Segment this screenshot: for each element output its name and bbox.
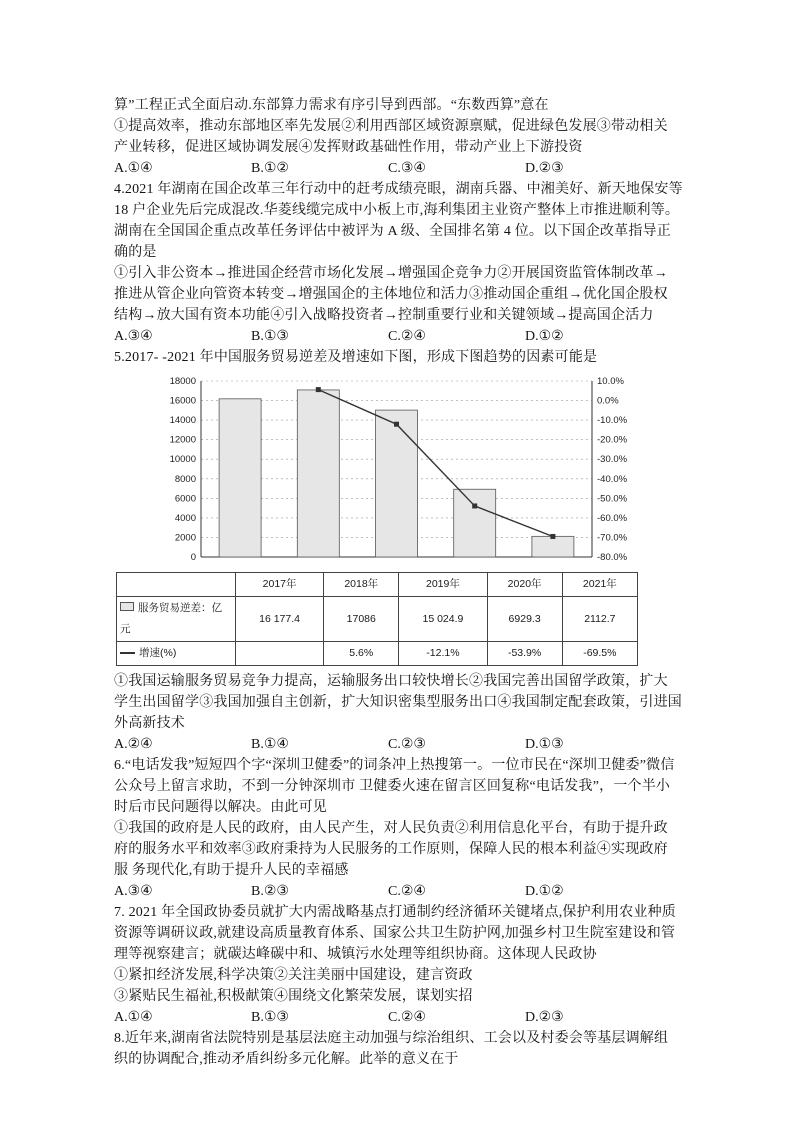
combo-chart-svg [116, 373, 638, 569]
table-year-header: 2017年 [236, 573, 324, 597]
text-line: ①引入非公资本→推进国企经营市场化发展→增强国企竞争力②开展国资监管体制改革→ [114, 266, 668, 281]
answer-option: A.①④ [114, 161, 153, 176]
text-line: 5.2017- -2021 年中国服务贸易逆差及增速如下图，形成下图趋势的因素可能是 [114, 350, 598, 365]
text-line: ①我国运输服务贸易竞争力提高，运输服务出口较快增长②我国完善出国留学政策，扩大 [114, 674, 668, 689]
left-axis-tick: 0 [190, 552, 196, 563]
text-line: 18 户企业先后完成混改.华菱线缆完成中小板上市,海利集团主业资产整体上市推进顺利等。 [114, 203, 680, 218]
text-line: 时后市民问题得以解决。由此可见 [114, 800, 327, 815]
text-line: 织的协调配合,推动矛盾纠纷多元化解。此举的意义在于 [114, 1052, 459, 1067]
right-axis-tick: 0.0% [597, 395, 619, 407]
text-line: 推进从管企业向管资本转变→增强国企的主体地位和活力③推动国企重组→优化国企股权 [114, 287, 668, 302]
deficit-bar [376, 410, 418, 557]
right-axis-tick: -30.0% [597, 454, 628, 466]
answer-option: C.②④ [388, 329, 426, 344]
text-line: 4.2021 年湖南在国企改革三年行动中的赶考成绩亮眼，湖南兵器、中湘美好、新天地保安等 [114, 182, 683, 197]
right-axis-tick: -70.0% [597, 532, 628, 544]
text-line: 算”工程正式全面启动.东部算力需求有序引导到西部。“东数西算”意在 [114, 98, 549, 113]
text-line: 学生出国留学③我国加强自主创新，扩大知识密集型服务出口④我国制定配套政策，引进国 [114, 695, 682, 710]
text-line: ①我国的政府是人民的政府，由人民产生，对人民负责②利用信息化平台，有助于提升政 [114, 821, 668, 836]
text-line: 产业转移，促进区域协调发展④发挥财政基础性作用，带动产业上下游投资 [114, 140, 583, 155]
text-line: 资源等调研议政,就建设高质量教育体系、国家公共卫生防护网,加强乡村卫生院室建设和管 [114, 926, 676, 941]
answer-options-row [114, 881, 694, 902]
answer-options-row [114, 1007, 694, 1028]
table-value-cell: -69.5% [562, 642, 637, 666]
text-line: 服 务现代化,有助于提升人民的幸福感 [114, 863, 349, 878]
table-legend-cell: 增速(%) [117, 642, 236, 666]
answer-option: D.①② [525, 884, 564, 899]
table-value-cell: 5.6% [324, 642, 399, 666]
deficit-bar [219, 399, 261, 557]
left-axis-tick: 18000 [169, 376, 196, 387]
left-axis-tick: 10000 [169, 454, 196, 466]
table-value-cell: 15 024.9 [399, 597, 487, 642]
right-axis-tick: -10.0% [597, 415, 628, 427]
answer-option: B.①② [251, 161, 289, 176]
growth-line-marker [550, 534, 555, 539]
answer-option: B.①③ [251, 1010, 289, 1025]
answer-options-row [114, 734, 694, 755]
trade-deficit-chart-figure [116, 373, 638, 666]
growth-line-marker [394, 422, 399, 427]
text-line: 结构→放大国有资本功能④引入战略投资者→控制重要行业和关键领域→提高国企活力 [114, 308, 654, 323]
answer-option: B.①③ [251, 329, 289, 344]
answer-options-row [114, 158, 694, 179]
right-axis-tick: 10.0% [597, 376, 624, 387]
table-value-cell: 17086 [324, 597, 399, 642]
deficit-bar [532, 536, 574, 557]
text-line: ③紧贴民生福祉,积极献策④围绕文化繁荣发展，谋划实招 [114, 989, 473, 1004]
answer-option: A.②④ [114, 737, 153, 752]
answer-option: B.②③ [251, 884, 289, 899]
left-axis-tick: 12000 [169, 434, 196, 446]
text-line: 理等视察建言；就碳达峰碳中和、城镇污水处理等组织协商。这体现人民政协 [114, 947, 597, 962]
growth-line-marker [316, 387, 321, 392]
answer-option: C.②④ [388, 1010, 426, 1025]
table-value-cell: 6929.3 [487, 597, 562, 642]
answer-option: D.①② [525, 329, 564, 344]
table-year-header: 2021年 [562, 573, 637, 597]
text-line: 湖南在全国国企重点改革任务评估中被评为 A 级、全国排名第 4 位。以下国企改革指导正 [114, 224, 671, 239]
answer-option: C.②③ [388, 737, 426, 752]
text-line: 外高新技术 [114, 716, 185, 731]
table-value-cell [236, 642, 324, 666]
right-axis-tick: -80.0% [597, 552, 628, 563]
bar-legend-icon [120, 602, 134, 611]
table-value-cell: 2112.7 [562, 597, 637, 642]
answer-option: D.①③ [525, 737, 564, 752]
answer-option: A.③④ [114, 884, 153, 899]
answer-option: A.①④ [114, 1010, 153, 1025]
right-axis-tick: -60.0% [597, 512, 628, 524]
table-value-cell: 16 177.4 [236, 597, 324, 642]
text-line: 确的是 [114, 245, 157, 260]
line-legend-icon [120, 652, 135, 654]
right-axis-tick: -40.0% [597, 473, 628, 485]
text-line: 府的服务水平和效率③政府秉持为人民服务的工作原则，保障人民的根本利益④实现政府 [114, 842, 668, 857]
text-line: 6.“电话发我”短短四个字“深圳卫健委”的词条冲上热搜第一。一位市民在“深圳卫健委”微信 [114, 758, 675, 773]
table-year-header: 2019年 [399, 573, 487, 597]
table-year-header: 2020年 [487, 573, 562, 597]
left-axis-tick: 16000 [169, 395, 196, 407]
table-corner-cell [117, 573, 236, 597]
text-line: 公众号上留言求助，不到一分钟深圳市 卫健委火速在留言区回复称“电话发我”，一个半小 [114, 779, 671, 794]
growth-line-marker [472, 503, 477, 508]
deficit-bar [454, 489, 496, 557]
text-line: 8.近年来,湖南省法院特别是基层法庭主动加强与综治组织、工会以及村委会等基层调解组 [114, 1031, 669, 1046]
table-value-cell: -12.1% [399, 642, 487, 666]
chart-data-table [116, 572, 638, 666]
table-value-cell: -53.9% [487, 642, 562, 666]
answer-options-row [114, 326, 694, 347]
left-axis-tick: 4000 [174, 512, 196, 524]
answer-option: C.②④ [388, 884, 426, 899]
answer-option: A.③④ [114, 329, 153, 344]
text-line: ①提高效率，推动东部地区率先发展②利用西部区域资源禀赋，促进绿色发展③带动相关 [114, 119, 668, 134]
growth-line [318, 390, 553, 537]
text-line: 7. 2021 年全国政协委员就扩大内需战略基点打通制约经济循环关键堵点,保护利用农业种质 [114, 905, 676, 920]
answer-option: D.②③ [525, 161, 564, 176]
answer-option: C.③④ [388, 161, 426, 176]
deficit-bar [297, 390, 339, 557]
table-year-header: 2018年 [324, 573, 399, 597]
answer-option: D.②③ [525, 1010, 564, 1025]
right-axis-tick: -50.0% [597, 493, 628, 505]
left-axis-tick: 8000 [174, 473, 196, 485]
left-axis-tick: 14000 [169, 415, 196, 427]
right-axis-tick: -20.0% [597, 434, 628, 446]
table-legend-cell: 服务贸易逆差：亿元 [117, 597, 236, 642]
text-line: ①紧扣经济发展,科学决策②关注美丽中国建设，建言资政 [114, 968, 473, 983]
left-axis-tick: 6000 [174, 493, 196, 505]
left-axis-tick: 2000 [174, 532, 196, 544]
answer-option: B.①④ [251, 737, 289, 752]
